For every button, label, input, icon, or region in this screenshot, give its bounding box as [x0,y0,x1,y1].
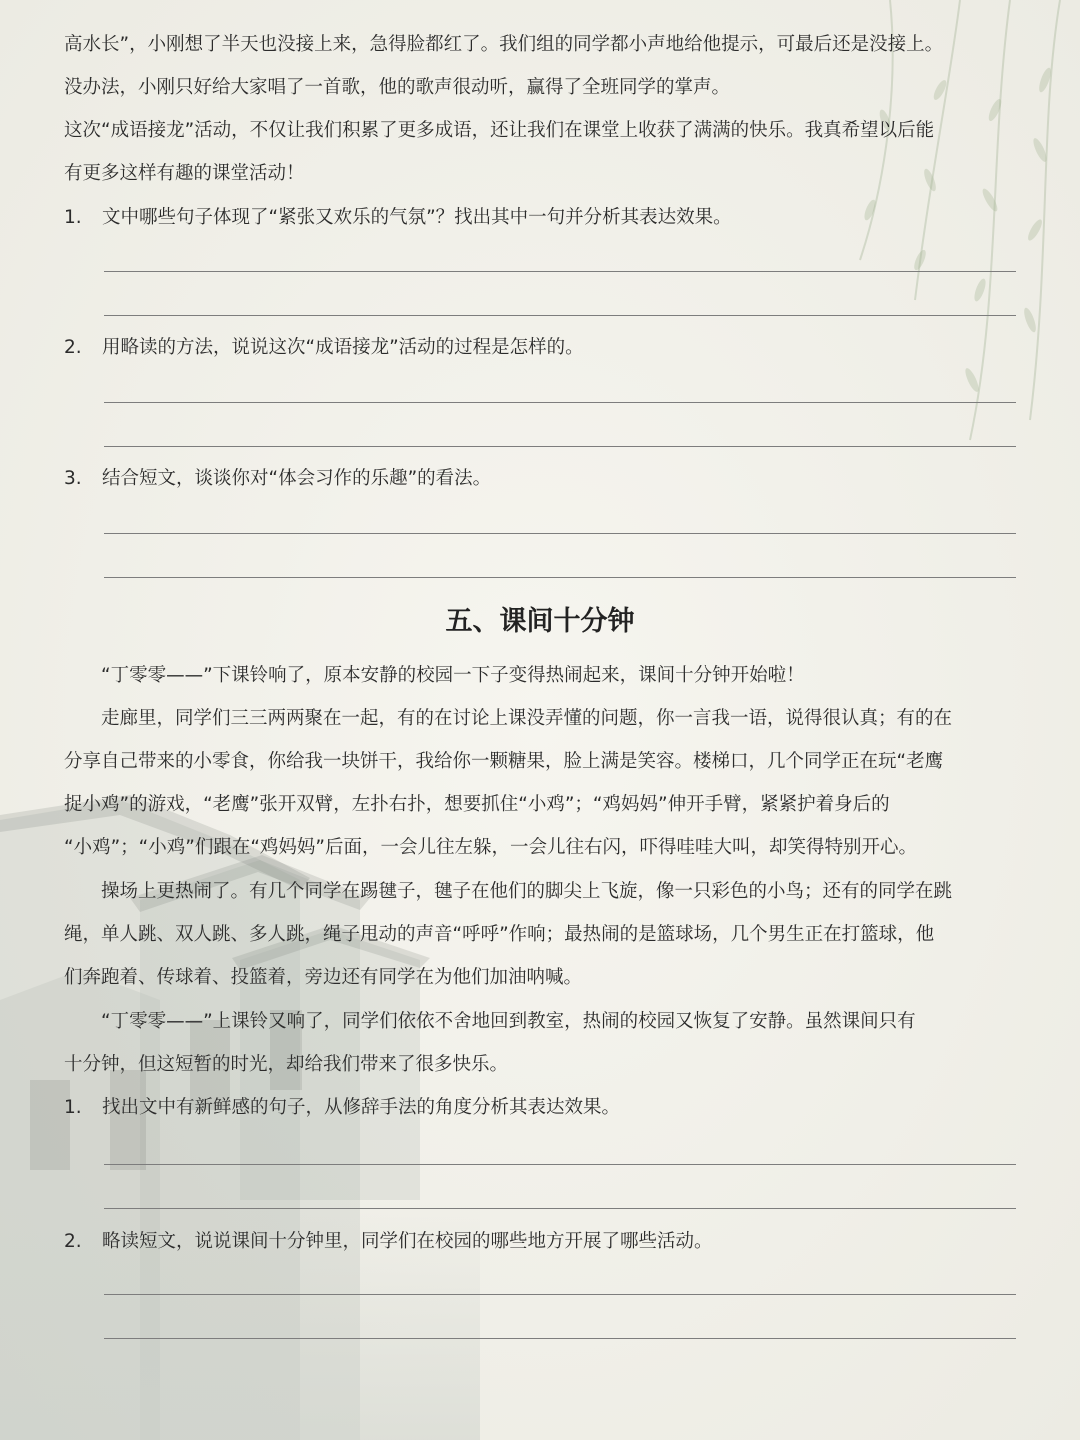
passage-line: 走廊里，同学们三三两两聚在一起，有的在讨论上课没弄懂的问题，你一言我一语，说得很认真；有的在 [101,708,953,729]
answer-line[interactable] [104,577,1016,578]
question-text: 找出文中有新鲜感的句子，从修辞手法的角度分析其表达效果。 [102,1097,621,1118]
question-2 [64,1222,1016,1262]
passage-line: 十分钟，但这短暂的时光，却给我们带来了很多快乐。 [64,1054,509,1075]
passage-line: “丁零零——”上课铃又响了，同学们依依不舍地回到教室，热闹的校园又恢复了安静。虽然课间只有 [101,1011,916,1032]
answer-line[interactable] [104,1164,1016,1165]
answer-line[interactable] [104,446,1016,447]
answer-line[interactable] [104,315,1016,316]
answer-line[interactable] [104,402,1016,403]
question-text: 用略读的方法，说说这次“成语接龙”活动的过程是怎样的。 [102,337,584,358]
question-number: 2. [64,1231,82,1252]
passage-line: 们奔跑着、传球着、投篮着，旁边还有同学在为他们加油呐喊。 [64,967,583,988]
question-2 [64,328,1016,368]
question-text: 略读短文，说说课间十分钟里，同学们在校园的哪些地方开展了哪些活动。 [102,1231,713,1252]
question-1 [64,198,1016,238]
question-number: 1. [64,1097,82,1118]
question-text: 文中哪些句子体现了“紧张又欢乐的气氛”？找出其中一句并分析其表达效果。 [102,207,732,228]
answer-line[interactable] [104,271,1016,272]
answer-line[interactable] [104,533,1016,534]
question-1 [64,1088,1016,1128]
question-number: 2. [64,337,82,358]
question-number: 3. [64,468,82,489]
passage-line: 捉小鸡”的游戏，“老鹰”张开双臂，左扑右扑，想要抓住“小鸡”；“鸡妈妈”伸开手臂，紧紧护着身后的 [64,794,890,815]
passage-line: 操场上更热闹了。有几个同学在踢毽子，毽子在他们的脚尖上飞旋，像一只彩色的小鸟；还有的同学在跳 [101,881,953,902]
passage-line: 高水长”，小刚想了半天也没接上来，急得脸都红了。我们组的同学都小声地给他提示，可最后还是没接上。 [64,34,944,55]
section-title: 五、课间十分钟 [445,606,635,637]
passage-line: 没办法，小刚只好给大家唱了一首歌，他的歌声很动听，赢得了全班同学的掌声。 [64,77,731,98]
passage-line: 分享自己带来的小零食，你给我一块饼干，我给你一颗糖果，脸上满是笑容。楼梯口，几个同学正在玩“老鹰 [64,751,944,772]
passage-line: 有更多这样有趣的课堂活动！ [64,163,305,184]
passage-line: 这次“成语接龙”活动，不仅让我们积累了更多成语，还让我们在课堂上收获了满满的快乐。我真希望以后能 [64,120,935,141]
passage-line: 绳，单人跳、双人跳、多人跳，绳子甩动的声音“呼呼”作响；最热闹的是篮球场，几个男生正在打篮球，他 [64,924,935,945]
answer-line[interactable] [104,1338,1016,1339]
question-number: 1. [64,207,82,228]
question-text: 结合短文，谈谈你对“体会习作的乐趣”的看法。 [102,468,492,489]
question-3 [64,459,1016,499]
passage-line: “小鸡”；“小鸡”们跟在“鸡妈妈”后面，一会儿往左躲，一会儿往右闪，吓得哇哇大叫，却笑得特别开心。 [64,837,918,858]
answer-line[interactable] [104,1294,1016,1295]
answer-line[interactable] [104,1208,1016,1209]
passage-line: “丁零零——”下课铃响了，原本安静的校园一下子变得热闹起来，课间十分钟开始啦！ [101,665,805,686]
